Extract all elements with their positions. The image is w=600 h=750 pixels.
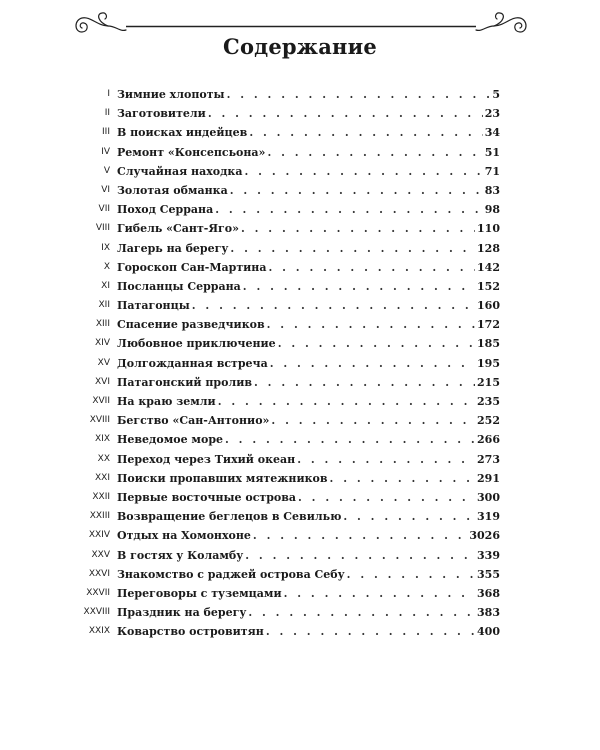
chapter-number: XIV xyxy=(95,338,110,349)
page-number: 273 xyxy=(477,452,500,466)
toc-entry xyxy=(60,258,500,277)
dot-leader xyxy=(249,123,482,142)
dot-leader xyxy=(245,162,483,181)
toc-entry xyxy=(60,219,500,238)
page-number: 51 xyxy=(484,145,500,159)
toc-entry-line xyxy=(117,469,500,488)
chapter-number: XXIV xyxy=(88,530,110,541)
toc-entry xyxy=(60,411,500,430)
page-number: 128 xyxy=(477,241,500,255)
chapter-title: Переход через Тихий океан xyxy=(117,452,296,466)
chapter-number: XXIII xyxy=(89,511,110,522)
toc-entry-line xyxy=(117,354,500,373)
dot-leader xyxy=(347,565,475,584)
chapter-number: XX xyxy=(97,453,110,464)
chapter-number: XI xyxy=(101,280,110,291)
chapter-title: Праздник на берегу xyxy=(117,606,247,620)
page-number: 195 xyxy=(477,356,500,370)
chapter-number: IX xyxy=(101,242,110,253)
toc-entry xyxy=(60,373,500,392)
chapter-number: III xyxy=(102,127,110,138)
toc-entry-line xyxy=(117,334,500,353)
toc-entry xyxy=(60,565,500,584)
chapter-number: VII xyxy=(98,204,110,215)
chapter-title: Неведомое море xyxy=(117,433,224,447)
page-number: 300 xyxy=(477,490,500,504)
toc-entry-line xyxy=(117,123,500,142)
toc-entry xyxy=(60,181,500,200)
chapter-title: Коварство островитян xyxy=(117,625,264,639)
chapter-title: Патагонский пролив xyxy=(117,375,253,389)
dot-leader xyxy=(278,334,475,353)
toc-entry xyxy=(60,392,500,411)
dot-leader xyxy=(284,584,475,603)
toc-entry-line xyxy=(117,200,500,219)
chapter-title: Поиски пропавших мятежников xyxy=(117,471,328,485)
chapter-number: XXV xyxy=(91,549,110,560)
page-number: 368 xyxy=(477,586,500,600)
chapter-title: Посланцы Серрана xyxy=(117,279,241,293)
toc-entry xyxy=(60,584,500,603)
chapter-title: Ремонт «Консепсьона» xyxy=(117,145,266,159)
chapter-title: Золотая обманка xyxy=(117,183,228,197)
page-number: 291 xyxy=(477,471,500,485)
dot-leader xyxy=(208,104,483,123)
page-number: 71 xyxy=(484,164,500,178)
toc-entry xyxy=(60,603,500,622)
chapter-title: Гибель «Сант-Яго» xyxy=(117,222,239,236)
chapter-number: XV xyxy=(97,357,110,368)
chapter-number: XIII xyxy=(95,319,110,330)
chapter-number: II xyxy=(104,108,110,119)
chapter-title: Первые восточные острова xyxy=(117,490,297,504)
toc-entry xyxy=(60,200,500,219)
toc-entry-line xyxy=(117,546,500,565)
dot-leader xyxy=(343,507,475,526)
chapter-title: Гороскоп Сан-Мартина xyxy=(117,260,267,274)
dot-leader xyxy=(266,622,475,641)
dot-leader xyxy=(248,603,475,622)
toc-entry xyxy=(60,507,500,526)
toc-entry-line xyxy=(117,85,500,104)
page-number: 185 xyxy=(477,337,500,351)
chapter-title: Заготовители xyxy=(117,107,206,121)
toc-entry-line xyxy=(117,315,500,334)
chapter-number: XIX xyxy=(95,434,110,445)
toc-entry-line xyxy=(117,622,500,641)
chapter-number: VI xyxy=(101,184,110,195)
toc-entry xyxy=(60,354,500,373)
page-number: 266 xyxy=(477,433,500,447)
toc-entry-line xyxy=(117,258,500,277)
dot-leader xyxy=(268,258,475,277)
dot-leader xyxy=(215,200,482,219)
toc-entry-line xyxy=(117,296,500,315)
toc-entry-line xyxy=(117,526,500,545)
chapter-title: Патагонцы xyxy=(117,299,190,313)
dot-leader xyxy=(192,296,475,315)
chapter-title: Случайная находка xyxy=(117,164,243,178)
dot-leader xyxy=(230,239,475,258)
chapter-title: Любовное приключение xyxy=(117,337,276,351)
toc-entry-line xyxy=(117,277,500,296)
page-number: 3026 xyxy=(469,529,500,543)
page-title: Содержание xyxy=(223,34,377,59)
page-number: 252 xyxy=(477,414,500,428)
toc-entry xyxy=(60,123,500,142)
chapter-number: XVII xyxy=(92,396,110,406)
chapter-title: Лагерь на берегу xyxy=(117,241,229,255)
toc-entry xyxy=(60,104,500,123)
toc-entry-line xyxy=(117,143,500,162)
chapter-title: Знакомство с раджей острова Себу xyxy=(117,567,345,581)
chapter-number: IV xyxy=(101,146,110,157)
page-number: 160 xyxy=(477,299,500,313)
chapter-number: X xyxy=(103,261,110,272)
chapter-title: Переговоры с туземцами xyxy=(117,586,282,600)
chapter-number: XXII xyxy=(92,491,110,502)
toc-entry xyxy=(60,526,500,545)
toc-entry xyxy=(60,85,500,104)
page-number: 319 xyxy=(477,510,500,524)
toc-entry-line xyxy=(117,373,500,392)
chapter-number: XXVI xyxy=(88,568,110,579)
page-number: 110 xyxy=(477,222,500,236)
page-number: 98 xyxy=(484,203,500,217)
dot-leader xyxy=(253,526,467,545)
page-number: 23 xyxy=(484,107,500,121)
dot-leader xyxy=(267,315,475,334)
chapter-number: XXIX xyxy=(88,626,110,637)
dot-leader xyxy=(267,143,482,162)
chapter-title: Зимние хлопоты xyxy=(117,88,225,101)
toc-entry xyxy=(60,622,500,641)
chapter-number: V xyxy=(103,165,110,176)
toc-entry xyxy=(60,315,500,334)
chapter-number: XVIII xyxy=(89,415,110,426)
page-number: 34 xyxy=(484,126,500,140)
toc-entry xyxy=(60,469,500,488)
toc-entry xyxy=(60,239,500,258)
chapter-title: Отдых на Хомонхоне xyxy=(117,529,251,543)
toc-entry-line xyxy=(117,104,500,123)
chapter-number: XVI xyxy=(95,376,110,387)
chapter-number: I xyxy=(107,89,110,99)
chapter-title: Бегство «Сан-Антонио» xyxy=(117,414,270,428)
page-number: 83 xyxy=(484,183,500,197)
toc-entry xyxy=(60,296,500,315)
chapter-title: В поисках индейцев xyxy=(117,126,248,140)
dot-leader xyxy=(254,373,475,392)
toc-entry-line xyxy=(117,450,500,469)
dot-leader xyxy=(245,546,475,565)
chapter-title: Возвращение беглецов в Севилью xyxy=(117,510,342,524)
toc-entry xyxy=(60,162,500,181)
dot-leader xyxy=(330,469,476,488)
page-number: 355 xyxy=(477,567,500,581)
toc-entry-line xyxy=(117,584,500,603)
page-number: 5 xyxy=(492,88,500,101)
page-number: 215 xyxy=(477,375,500,389)
toc-entry-line xyxy=(117,181,500,200)
toc-entry-line xyxy=(117,507,500,526)
page-number: 400 xyxy=(477,625,500,639)
chapter-title: На краю земли xyxy=(117,395,216,408)
table-of-contents xyxy=(60,85,500,641)
page-number: 172 xyxy=(477,318,500,332)
toc-entry xyxy=(60,430,500,449)
page-number: 383 xyxy=(477,606,500,620)
chapter-title: Поход Серрана xyxy=(117,203,214,217)
toc-entry-line xyxy=(117,565,500,584)
toc-entry-line xyxy=(117,411,500,430)
toc-entry xyxy=(60,334,500,353)
page-number: 235 xyxy=(477,395,500,408)
toc-entry-line xyxy=(117,430,500,449)
chapter-title: Долгожданная встреча xyxy=(117,356,268,370)
dot-leader xyxy=(297,450,475,469)
dot-leader xyxy=(298,488,475,507)
chapter-number: XXVII xyxy=(86,587,110,598)
toc-entry xyxy=(60,488,500,507)
dot-leader xyxy=(271,411,475,430)
dot-leader xyxy=(227,85,491,104)
toc-entry xyxy=(60,450,500,469)
chapter-number: XXI xyxy=(95,472,110,483)
page-number: 142 xyxy=(477,260,500,274)
dot-leader xyxy=(270,354,475,373)
chapter-title: В гостях у Коламбу xyxy=(117,548,244,562)
dot-leader xyxy=(230,181,483,200)
chapter-number: VIII xyxy=(95,223,110,234)
toc-entry xyxy=(60,546,500,565)
toc-entry-line xyxy=(117,239,500,258)
page-number: 152 xyxy=(477,279,500,293)
toc-entry-line xyxy=(117,162,500,181)
toc-entry-line xyxy=(117,219,500,238)
chapter-number: XXVIII xyxy=(83,607,110,618)
page-number: 339 xyxy=(477,548,500,562)
dot-leader xyxy=(225,430,475,449)
toc-entry-line xyxy=(117,488,500,507)
toc-entry xyxy=(60,277,500,296)
dot-leader xyxy=(243,277,475,296)
dot-leader xyxy=(218,392,475,411)
toc-entry-line xyxy=(117,603,500,622)
dot-leader xyxy=(241,219,475,238)
chapter-number: XII xyxy=(98,300,110,311)
toc-entry-line xyxy=(117,392,500,411)
toc-entry xyxy=(60,143,500,162)
chapter-title: Спасение разведчиков xyxy=(117,318,265,332)
